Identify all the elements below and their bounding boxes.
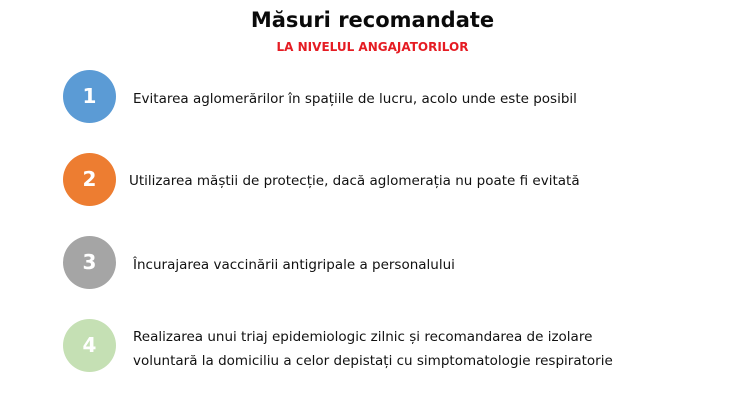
number-badge: 4 bbox=[63, 319, 116, 372]
list-item-text-line: voluntară la domiciliu a celor depistați cu simptomatologie respiratorie bbox=[133, 353, 613, 369]
list-item-text bbox=[133, 325, 613, 373]
list-item-text: Încurajarea vaccinării antigripale a personalului bbox=[133, 257, 455, 273]
list-item-text-line: Realizarea unui triaj epidemiologic zilnic și recomandarea de izolare bbox=[133, 329, 593, 345]
list-item-text: Evitarea aglomerărilor în spațiile de lucru, acolo unde este posibil bbox=[133, 91, 577, 107]
page-subtitle: LA NIVELUL ANGAJATORILOR bbox=[276, 40, 469, 54]
list-item-text: Utilizarea măștii de protecție, dacă aglomerația nu poate fi evitată bbox=[129, 173, 580, 189]
number-badge: 1 bbox=[63, 70, 116, 123]
page-title: Măsuri recomandate bbox=[250, 8, 495, 32]
number-badge: 2 bbox=[63, 153, 116, 206]
number-badge: 3 bbox=[63, 236, 116, 289]
